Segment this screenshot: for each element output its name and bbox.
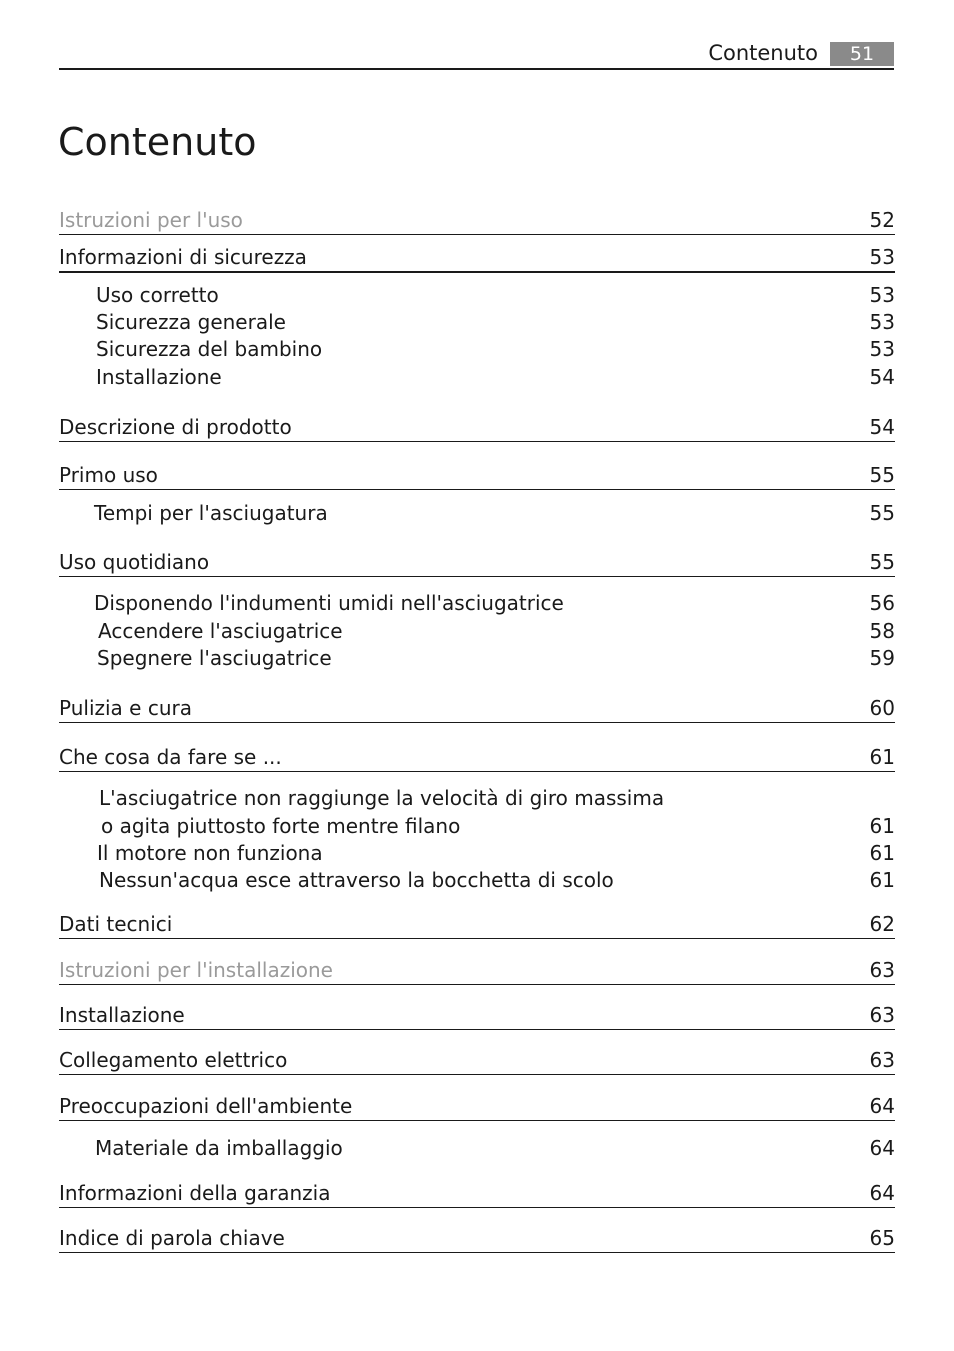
toc-entry-collegamento-elettrico[interactable] xyxy=(59,1046,895,1075)
toc-entry-che-cosa-fare[interactable] xyxy=(59,743,895,772)
toc-entry-page: 52 xyxy=(869,208,895,232)
toc-entry-label: Pulizia e cura xyxy=(59,696,192,720)
header-section-label: Contenuto xyxy=(708,41,818,65)
toc-entry-label: Collegamento elettrico xyxy=(59,1048,288,1072)
toc-entry-page: 55 xyxy=(869,550,895,574)
toc-subentry-page: 61 xyxy=(869,841,895,865)
toc-subentry-uso-corretto[interactable] xyxy=(0,281,954,309)
toc-subentry-disponendo-indumenti[interactable] xyxy=(0,589,954,617)
toc-entry-page: 53 xyxy=(869,245,895,269)
toc-subentry-page: 61 xyxy=(869,868,895,892)
toc-subentry-label: o agita piuttosto forte mentre filano xyxy=(101,814,461,838)
page-number: 51 xyxy=(830,42,894,66)
toc-subentry-label: L'asciugatrice non raggiunge la velocità di giro massima xyxy=(99,786,665,810)
toc-entry-uso-quotidiano[interactable] xyxy=(59,548,895,577)
toc-entry-descrizione-prodotto[interactable] xyxy=(59,413,895,442)
toc-subentry-label: Sicurezza del bambino xyxy=(96,337,323,361)
toc-entry-page: 64 xyxy=(869,1094,895,1118)
toc-entry-page: 54 xyxy=(869,415,895,439)
toc-entry-label: Istruzioni per l'uso xyxy=(59,208,243,232)
toc-entry-page: 61 xyxy=(869,745,895,769)
toc-entry-label: Dati tecnici xyxy=(59,912,173,936)
toc-entry-label: Informazioni di sicurezza xyxy=(59,245,307,269)
toc-entry-label: Installazione xyxy=(59,1003,185,1027)
toc-subentry-label: Il motore non funziona xyxy=(97,841,323,865)
toc-entry-preoccupazioni-ambiente[interactable] xyxy=(59,1092,895,1121)
toc-subentry-label: Tempi per l'asciugatura xyxy=(94,501,328,525)
page-title: Contenuto xyxy=(58,120,257,164)
toc-subentry-label: Uso corretto xyxy=(96,283,219,307)
toc-entry-page: 64 xyxy=(869,1181,895,1205)
header-rule xyxy=(59,68,894,70)
toc-entry-label: Primo uso xyxy=(59,463,158,487)
toc-subentry-label: Nessun'acqua esce attraverso la bocchetta di scolo xyxy=(99,868,614,892)
toc-subentry-installazione[interactable] xyxy=(0,363,954,391)
toc-subentry-label: Disponendo l'indumenti umidi nell'asciugatrice xyxy=(94,591,564,615)
toc-subentry-page: 61 xyxy=(869,814,895,838)
toc-entry-page: 63 xyxy=(869,958,895,982)
toc-subentry-page: 53 xyxy=(869,283,895,307)
toc-subentry-label: Installazione xyxy=(96,365,222,389)
toc-subentry-velocita-giro[interactable] xyxy=(0,784,954,812)
toc-entry-label: Descrizione di prodotto xyxy=(59,415,292,439)
toc-entry-label: Indice di parola chiave xyxy=(59,1226,285,1250)
toc-entry-garanzia[interactable] xyxy=(59,1179,895,1208)
toc-entry-page: 63 xyxy=(869,1048,895,1072)
toc-subentry-page: 54 xyxy=(869,365,895,389)
toc-subentry-accendere[interactable] xyxy=(0,617,954,645)
toc-subentry-label: Materiale da imballaggio xyxy=(95,1136,343,1160)
toc-entry-indice-parola-chiave[interactable] xyxy=(59,1224,895,1253)
toc-subentry-sicurezza-bambino[interactable] xyxy=(0,335,954,363)
toc-subentry-page: 53 xyxy=(869,310,895,334)
toc-entry-page: 65 xyxy=(869,1226,895,1250)
toc-entry-label: Uso quotidiano xyxy=(59,550,210,574)
toc-entry-label: Informazioni della garanzia xyxy=(59,1181,331,1205)
toc-subentry-label: Sicurezza generale xyxy=(96,310,286,334)
toc-subentry-page: 53 xyxy=(869,337,895,361)
toc-subentry-acqua-bocchetta[interactable] xyxy=(0,866,954,894)
toc-entry-label: Preoccupazioni dell'ambiente xyxy=(59,1094,353,1118)
toc-subentry-materiale-imballaggio[interactable] xyxy=(0,1134,954,1162)
toc-entry-informazioni-sicurezza[interactable] xyxy=(59,243,895,273)
toc-subentry-page: 58 xyxy=(869,619,895,643)
toc-subentry-spegnere[interactable] xyxy=(0,644,954,672)
toc-subentry-label: Spegnere l'asciugatrice xyxy=(97,646,332,670)
toc-subentry-sicurezza-generale[interactable] xyxy=(0,308,954,336)
toc-entry-istruzioni-installazione[interactable] xyxy=(59,956,895,985)
toc-subentry-label: Accendere l'asciugatrice xyxy=(98,619,343,643)
toc-entry-page: 60 xyxy=(869,696,895,720)
toc-entry-page: 62 xyxy=(869,912,895,936)
toc-subentry-motore[interactable] xyxy=(0,839,954,867)
toc-entry-label: Istruzioni per l'installazione xyxy=(59,958,333,982)
toc-entry-label: Che cosa da fare se ... xyxy=(59,745,282,769)
toc-subentry-page: 55 xyxy=(869,501,895,525)
toc-subentry-page: 56 xyxy=(869,591,895,615)
toc-subentry-tempi-asciugatura[interactable] xyxy=(0,499,954,527)
toc-entry-installazione[interactable] xyxy=(59,1001,895,1030)
toc-entry-istruzioni-uso[interactable] xyxy=(59,206,895,235)
toc-subentry-velocita-giro-cont[interactable] xyxy=(0,812,954,840)
toc-subentry-page: 64 xyxy=(869,1136,895,1160)
toc-entry-primo-uso[interactable] xyxy=(59,461,895,490)
toc-entry-dati-tecnici[interactable] xyxy=(59,910,895,939)
toc-subentry-page: 59 xyxy=(869,646,895,670)
toc-entry-pulizia-cura[interactable] xyxy=(59,694,895,723)
toc-entry-page: 55 xyxy=(869,463,895,487)
toc-entry-page: 63 xyxy=(869,1003,895,1027)
